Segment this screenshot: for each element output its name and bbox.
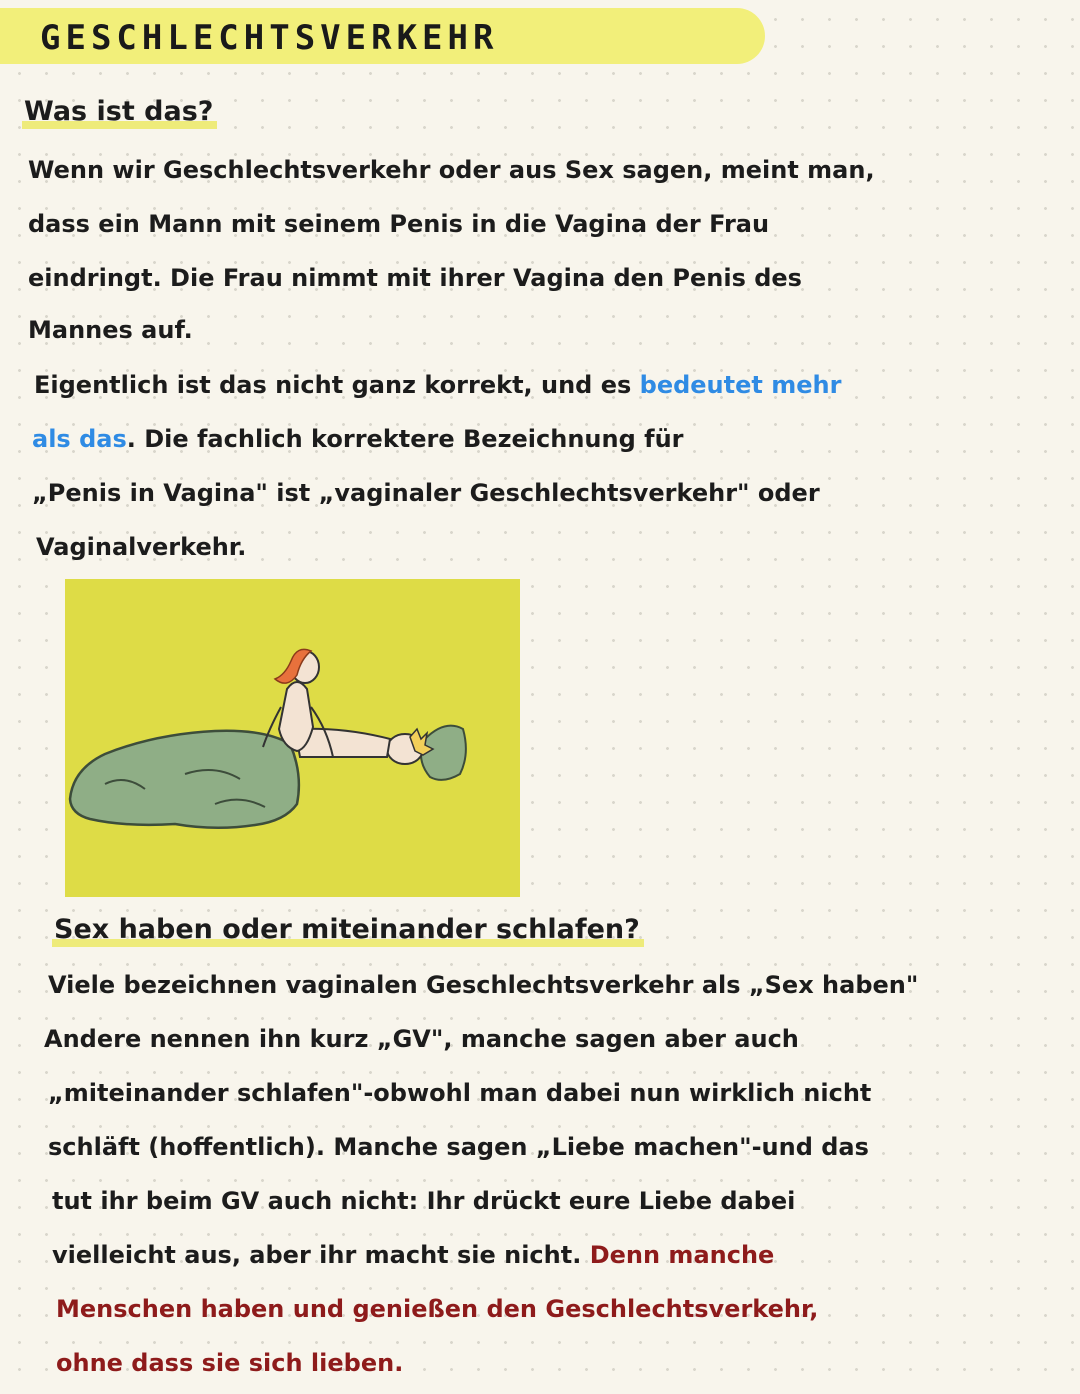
section1-line-6 [32,424,684,454]
illustration [65,579,520,897]
line6-text: . Die fachlich korrektere Bezeichnung für [126,425,684,453]
section1-line-8: Vaginalverkehr. [36,533,247,561]
section1-line-4: Mannes auf. [28,316,193,344]
section2-line-1: Viele bezeichnen vaginalen Geschlechtsverkehr als „Sex haben" [48,971,919,999]
section2-line-7: Menschen haben und genießen den Geschlechtsverkehr, [56,1295,819,1323]
section2-line-4: schläft (hoffentlich). Manche sagen „Liebe machen"-und das [48,1133,869,1161]
section2-line-3: „miteinander schlafen"-obwohl man dabei nun wirklich nicht [48,1079,872,1107]
section2-line-8: ohne dass sie sich lieben. [56,1349,404,1377]
section2-heading: Sex haben oder miteinander schlafen? [52,914,644,947]
section1-line-5 [34,370,841,400]
red-phrase-1: Denn manche [589,1241,775,1269]
line5-text: Eigentlich ist das nicht ganz korrekt, und es [34,371,640,399]
section1-line-1: Wenn wir Geschlechtsverkehr oder aus Sex sagen, meint man, [28,156,875,184]
section1-line-3: eindringt. Die Frau nimmt mit ihrer Vagina den Penis des [28,264,802,292]
line6-black-text: vielleicht aus, aber ihr macht sie nicht. [52,1241,590,1269]
page-title: GESCHLECHTSVERKEHR [40,18,499,58]
illustration-drawing [65,579,520,897]
blue-phrase-1: bedeutet mehr [639,371,842,399]
section1-line-2: dass ein Mann mit seinem Penis in die Vagina der Frau [28,210,770,238]
section2-line-5: tut ihr beim GV auch nicht: Ihr drückt eure Liebe dabei [52,1187,796,1215]
section2-line-6 [52,1240,774,1270]
section1-line-7: „Penis in Vagina" ist „vaginaler Geschlechtsverkehr" oder [32,479,820,507]
title-highlight [0,8,765,64]
section2-line-2: Andere nennen ihn kurz „GV", manche sagen aber auch [44,1025,799,1053]
blue-phrase-2: als das [32,425,127,453]
section1-heading: Was ist das? [22,96,217,129]
